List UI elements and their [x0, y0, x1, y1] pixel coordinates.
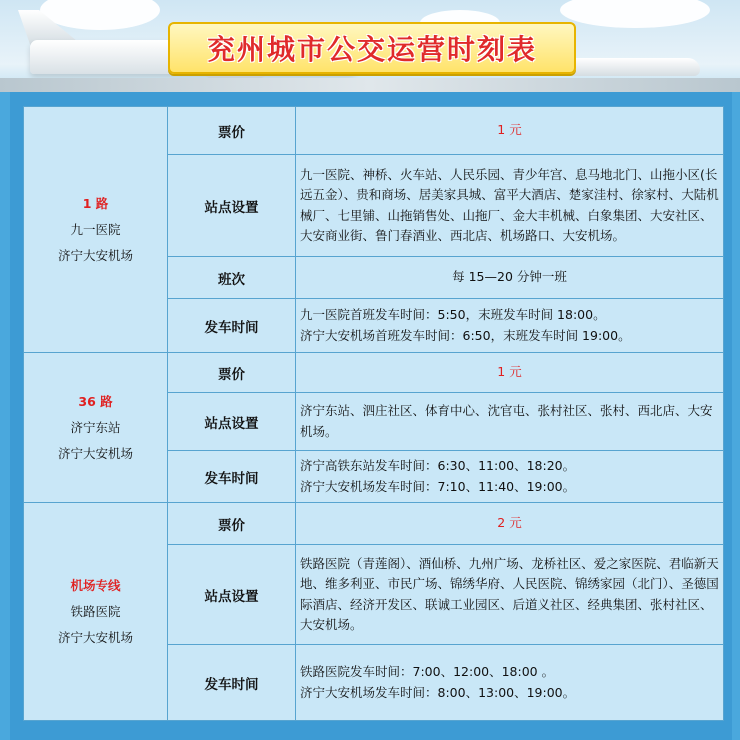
- airport-line-stops: 铁路医院（青莲阁）、酒仙桥、九州广场、龙桥社区、爱之家医院、君临新天地、维多利亚、市民广场、锦绣华府、人民医院、锦绣家园（北门）、圣德国际酒店、经济开发区、联诚工业园区、后道义社区、经典集团、张村社区、大安机场。: [296, 545, 724, 645]
- route-name: 36 路: [78, 393, 113, 409]
- route-36-info: [24, 353, 168, 503]
- page-title: 兖州城市公交运营时刻表: [168, 22, 576, 74]
- cloud: [560, 0, 710, 28]
- airport-line-fare-row: [24, 503, 724, 545]
- departure-line: 济宁高铁东站发车时间：6:30、11:00、18:20。: [300, 458, 576, 473]
- departure-line: 九一医院首班发车时间：5:50，末班发车时间 18:00。: [300, 307, 606, 322]
- stops-label: 站点设置: [168, 393, 296, 451]
- airport-line-info: [24, 503, 168, 721]
- stops-label: 站点设置: [168, 545, 296, 645]
- departure-label: 发车时间: [168, 299, 296, 353]
- route-1-fare: 1 元: [296, 107, 724, 155]
- route-1-fare-row: [24, 107, 724, 155]
- route-36-fare-row: [24, 353, 724, 393]
- departure-line: 济宁大安机场发车时间：7:10、11:40、19:00。: [300, 478, 576, 494]
- route-name: 机场专线: [70, 577, 121, 593]
- departure-line: 济宁大安机场发车时间：8:00、13:00、19:00。: [300, 684, 576, 700]
- departure-label: 发车时间: [168, 451, 296, 503]
- route-1-info: [24, 107, 168, 353]
- route-name: 1 路: [82, 195, 109, 211]
- departure-line: 济宁大安机场首班发车时间：6:50，末班发车时间 19:00。: [300, 327, 631, 343]
- fare-label: 票价: [168, 107, 296, 155]
- airport-line-fare: 2 元: [296, 503, 724, 545]
- route-start: 铁路医院: [70, 603, 121, 619]
- route-start: 九一医院: [70, 221, 121, 237]
- cloud: [40, 0, 160, 30]
- departure-line: 铁路医院发车时间：7:00、12:00、18:00 。: [300, 664, 555, 679]
- runway: [0, 78, 740, 92]
- route-end: 济宁大安机场: [57, 445, 133, 461]
- departure-label: 发车时间: [168, 645, 296, 721]
- route-1-departure: [296, 299, 724, 353]
- timetable-panel: [10, 92, 732, 740]
- timetable: [23, 106, 724, 721]
- route-36-stops: 济宁东站、泗庄社区、体育中心、沈官屯、张村社区、张村、西北店、大安机场。: [296, 393, 724, 451]
- fare-label: 票价: [168, 353, 296, 393]
- route-36-departure: [296, 451, 724, 503]
- airport-line-departure: [296, 645, 724, 721]
- fare-label: 票价: [168, 503, 296, 545]
- route-end: 济宁大安机场: [57, 247, 133, 263]
- stops-label: 站点设置: [168, 155, 296, 257]
- route-36-fare: 1 元: [296, 353, 724, 393]
- route-start: 济宁东站: [70, 419, 121, 435]
- route-1-frequency: 每 15—20 分钟一班: [296, 257, 724, 299]
- route-1-stops: 九一医院、神桥、火车站、人民乐园、青少年宫、息马地北门、山拖小区(长远五金）、贵和商场、居美家具城、富平大酒店、楚家洼村、徐家村、大陆机械厂、七里铺、山拖销售处、山拖厂、金大丰机械、白象集团、大安社区、大安商业街、鲁门春酒业、西北店、机场路口、大安机场。: [296, 155, 724, 257]
- frequency-label: 班次: [168, 257, 296, 299]
- route-end: 济宁大安机场: [57, 629, 133, 645]
